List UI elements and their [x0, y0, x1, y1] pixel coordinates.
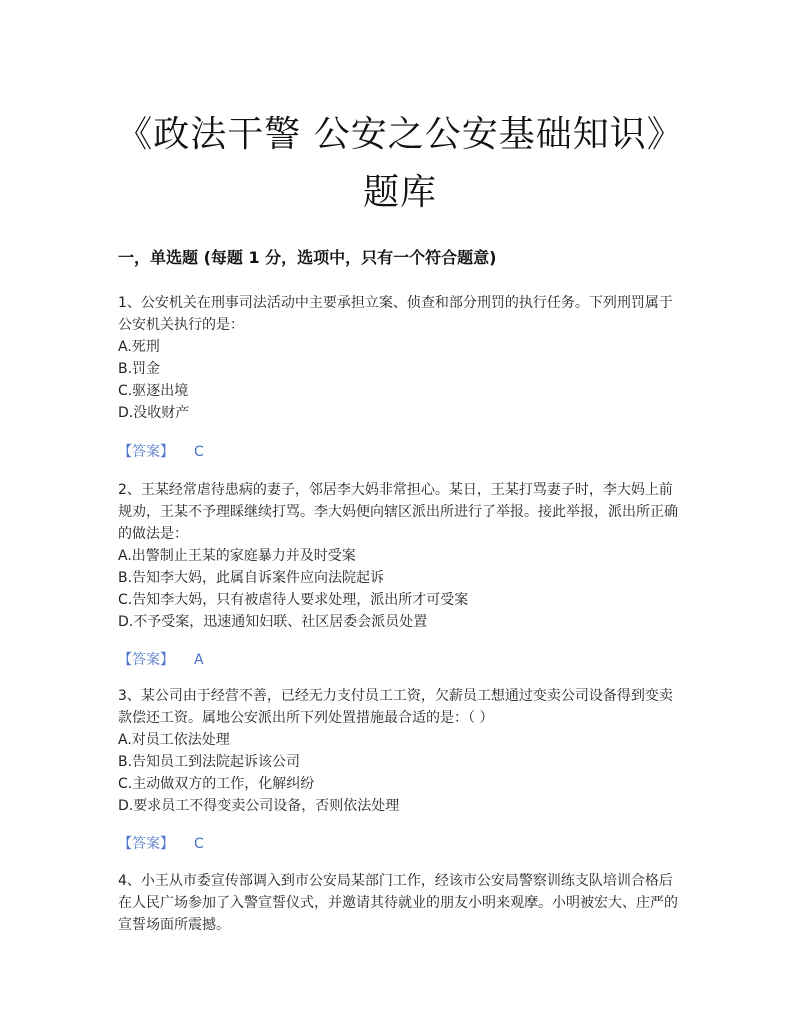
question-4: [118, 870, 684, 936]
option-b: B.告知员工到法院起诉该公司: [118, 754, 301, 770]
question-text: 1、公安机关在刑事司法活动中主要承担立案、侦查和部分刑罚的执行任务。下列刑罚属于公安机关执行的是：: [118, 295, 673, 333]
question-text: 4、小王从市委宣传部调入到市公安局某部门工作，经该市公安局警察训练支队培训合格后在人民广场参加了入警宣誓仪式，并邀请其待就业的朋友小明来观摩。小明被宏大、庄严的宣誓场面所震撼。: [118, 873, 678, 933]
answer-1: [118, 441, 204, 463]
option-d: D.不予受案，迅速通知妇联、社区居委会派员处置: [118, 614, 428, 630]
question-text: 3、某公司由于经营不善，已经无力支付员工工资，欠薪员工想通过变卖公司设备得到变卖款偿还工资。属地公安派出所下列处置措施最合适的是：（ ）: [118, 688, 673, 726]
option-a: A.死刑: [118, 339, 160, 355]
answer-label: 【答案】: [118, 444, 174, 460]
question-1: [118, 292, 684, 424]
question-text: 2、王某经常虐待患病的妻子，邻居李大妈非常担心。某日，王某打骂妻子时，李大妈上前规劝，王某不予理睬继续打骂。李大妈便向辖区派出所进行了举报。接此举报，派出所正确的做法是：: [118, 482, 678, 542]
answer-label: 【答案】: [118, 836, 174, 852]
answer-label: 【答案】: [118, 652, 174, 668]
answer-value: C: [194, 444, 204, 460]
answer-value: C: [194, 836, 204, 852]
option-d: D.没收财产: [118, 405, 190, 421]
option-b: B.罚金: [118, 361, 161, 377]
answer-3: [118, 833, 204, 855]
answer-2: [118, 649, 204, 671]
question-2: [118, 479, 684, 633]
option-a: A.出警制止王某的家庭暴力并及时受案: [118, 548, 356, 564]
option-c: C.告知李大妈，只有被虐待人要求处理，派出所才可受案: [118, 592, 469, 608]
answer-value: A: [194, 652, 204, 668]
question-3: [118, 685, 684, 817]
option-c: C.主动做双方的工作，化解纠纷: [118, 776, 315, 792]
option-b: B.告知李大妈，此属自诉案件应向法院起诉: [118, 570, 385, 586]
document-title: 《政法干警 公安之公安基础知识》题库: [116, 114, 684, 213]
section-heading: 一，单选题 (每题 1 分，选项中，只有一个符合题意): [118, 248, 497, 267]
option-a: A.对员工依法处理: [118, 732, 230, 748]
option-c: C.驱逐出境: [118, 383, 189, 399]
option-d: D.要求员工不得变卖公司设备，否则依法处理: [118, 798, 400, 814]
